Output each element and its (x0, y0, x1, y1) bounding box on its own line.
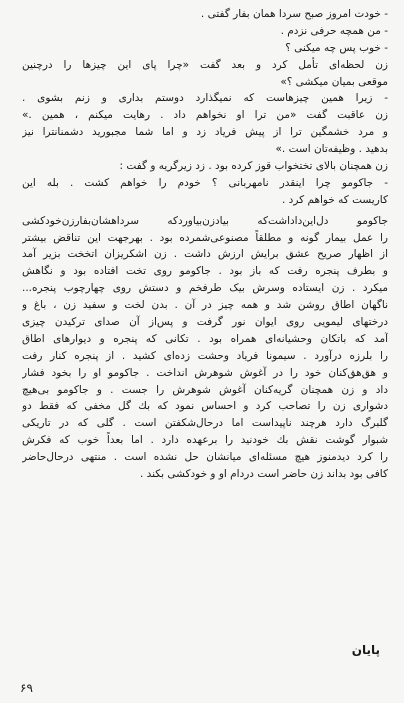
text-line: - خودت امروز صبح سردا همان بفار گفتی . (200, 8, 388, 20)
text-line: - من همچه حرفی نزدم . (280, 24, 388, 37)
text-line: کاریست که خواهم کرد . (281, 193, 388, 206)
text-line: و مرد خشمگین ترا از پیش فریاد زد و اما شما مجبورید دشمنانترا نیز (22, 126, 388, 139)
text-line: دشواری زن را تصاحب کرد و احساس نمود که بك گل مخفی که فقط دو (22, 400, 388, 413)
text-line: از اظهار صریح عشق برایش ارزش داشت . زن اشکریزان اتخخت بزیر آمد (22, 248, 388, 261)
page-body-text (22, 6, 388, 483)
text-line: بدهید . وظیفه‌تان است .» (275, 143, 388, 156)
text-line: زن عاقبت گفت «من ترا او نخواهم داد . رهایت میکنم ، همین .» (22, 109, 388, 122)
text-line: زن لحظه‌ای تأمل کرد و بعد گفت «چرا پای این چیزها را درچنین (22, 58, 388, 71)
text-line: درختهای لیمویی روی ایوان نور گرفت و پس‌از آن صدای ترکیدن چیزی (22, 316, 388, 329)
text-line: میکرد . زن ایستاده وسرش بیک طرفخم و دستش روی چهارچوب پنجره... (22, 282, 388, 295)
text-line: گلبرگ دارد هرچند ناپیداست اما درحال‌شکفتن است . گلی که در تاریکی (22, 417, 388, 430)
text-line: جاکومو دل‌این‌داداشت‌که بیادزن‌بیاورد‌که سر‌داهشان‌بفار‌زن‌خودکشی (22, 214, 388, 227)
page-number: ۶۹ (20, 681, 33, 695)
text-line: زن همچنان بالای تختخواب قوز کرده بود . زد زیرگریه و گفت : (119, 160, 388, 173)
end-marker: پایان (351, 643, 380, 657)
text-line: و بطرف پنجره رفت که باز بود . جاکومو روی تخت افتاده بود و نگاهش (22, 265, 388, 278)
text-line: کافی بود بداند زن حاضر است دردام او و خودکشی بکند . (139, 468, 388, 481)
text-line: داد و زن همچنان گریه‌کنان آغوش شوهرش را جست . و جاکومو بی‌هیچ (22, 383, 388, 396)
text-line: آمد که باتکان وحشیانه‌ای همراه بود . تکانی که پنجره و دیوارهای اطاق (22, 332, 388, 345)
text-line: و هق‌هق‌کنان خود را در آغوش شوهرش انداخت . جاکومو او را بخود فشار (22, 366, 388, 379)
text-line: - جاکومو چرا اینقدر نامهربانی ؟ خودم را خواهم کشت . بله این (22, 176, 388, 189)
text-line: را کرد دیدمنوز هیچ مسئله‌ای میانشان حل نشده است . منتهی درحال‌حاضر (22, 451, 388, 464)
text-line: موقعی بمیان میکشی ؟» (280, 75, 388, 88)
text-line: را بلرزه درآورد . سیمونا فریاد وحشت زده‌ای کشید . از پنجره کنار رفت (22, 349, 388, 362)
text-line: - زیرا همین چیزهاست که نمیگذارد دوستم بداری و زنم بشوی . (22, 92, 388, 105)
text-line: - خوب پس چه میکنی ؟ (285, 41, 388, 54)
text-line: را عمل بیمار گونه و مطلقاً مصنوعی‌شمرده بود . بهرجهت این تناقض بیشتر (22, 231, 388, 244)
text-line: شبوار گوشت نقش بك خودنید را برعهده دارد . اما بعداً خوب که فکرش (22, 434, 388, 447)
text-line: ناگهان اطاق روشن شد و همه چیز در آن . بدن لخت و سفید زن ، باغ و (22, 299, 388, 312)
